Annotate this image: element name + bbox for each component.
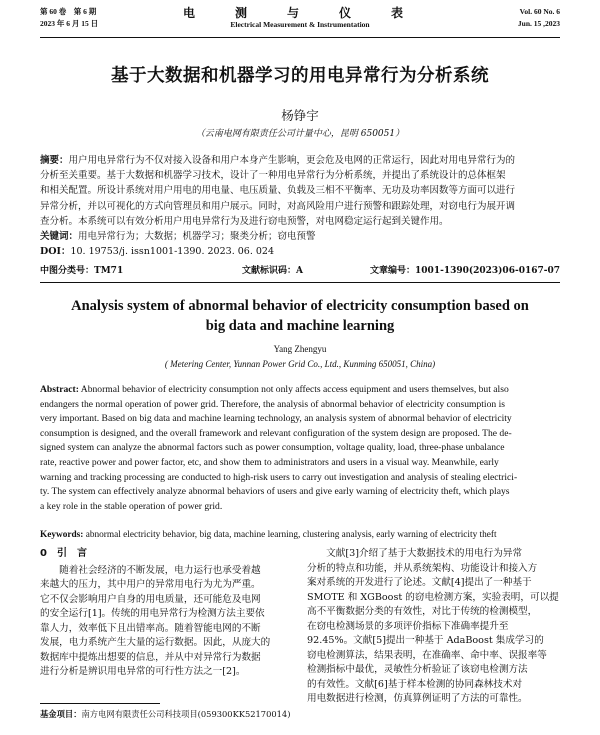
body-line: 92.45%。文献[5]提出一种基于 AdaBoost 集成学习的 xyxy=(307,635,544,646)
body-line: 文献[3]介绍了基于大数据技术的用电行为异常 xyxy=(307,548,523,559)
section-heading-intro: 0 引 言 xyxy=(40,548,87,559)
body-line: 发展，电力系统产生大量的运行数据。因此，从庞大的 xyxy=(40,637,271,648)
abstract-cn-line: 分析至关重要。基于大数据和机器学习技术，设计了一种用电异常行为分析系统，并提出了系统设计的总体框架 xyxy=(40,170,506,182)
paper-title-en: Analysis system of abnormal behavior of electricity consumption based on big data and machine learning xyxy=(71,298,529,334)
body-column-right xyxy=(307,547,562,707)
abstract-en-line: rate, reactive power and power factor, etc, and show them to administrators and users in a visual way. Meanwhile, early xyxy=(40,456,499,468)
keywords-en-label: Keywords: xyxy=(40,530,84,540)
abstract-en-line: signed system can analyze the abnormal factors such as power consumption, voltage quality, load, three-phase unbalance xyxy=(40,442,505,454)
abstract-en-line: warning and tracking processing are conducted to high-risk users to carry out investigation and analysis of stealing electrici- xyxy=(40,471,518,483)
body-line: 靠人力，效率低下且出错率高。随着智能电网的不断 xyxy=(40,622,261,634)
doi-label: DOI： xyxy=(40,246,71,258)
abstract-cn xyxy=(40,153,560,259)
paper-title-cn: 基于大数据和机器学习的用电异常行为分析系统 xyxy=(111,66,489,86)
body-line: 进行分析是辨识用电异常的可行性方法之一[2]。 xyxy=(40,666,246,677)
vol-issue-cn: 第 60 卷 第 6 期 xyxy=(40,7,97,16)
abstract-cn-line: 查分析。本系统可以有效分析用户用电异常行为及进行窃电预警，对电网稳定运行起到关键作用。 xyxy=(40,215,449,227)
body-line: 随着社会经济的不断发展，电力运行也承受着越 xyxy=(40,564,261,576)
journal-name-en: Electrical Measurement & Instrumentation xyxy=(230,20,370,29)
body-line: 案对系统的开发进行了论述。文献[4]提出了一种基于 xyxy=(307,577,532,588)
abstract-en-line: ty. The system can effectively analyze abnormal behaviors of users and give early warning of electricity theft, which plays xyxy=(40,486,510,498)
body-line: 高不平衡数据分类的有效性，对比于传统的检测模型， xyxy=(307,606,538,617)
body-line: 数据库中提炼出想要的信息，并从中对异常行为数据 xyxy=(40,651,261,663)
footnote-divider xyxy=(40,703,160,704)
article-number: 文章编号：1001-1390(2023)06-0167-07 xyxy=(370,266,560,276)
body-line: 它不仅会影响用户自身的用电质量，还可能危及电网 xyxy=(40,593,261,605)
body-line: 分析的特点和功能，并从系统架构、功能设计和接入方 xyxy=(307,562,538,574)
header-center xyxy=(40,6,560,30)
body-line: 的有效性。文献[6]基于样本检测的协同森林技术对 xyxy=(307,678,523,690)
date-en: Jun. 15 ,2023 xyxy=(517,19,560,28)
abstract-en xyxy=(40,383,560,514)
abstract-en-line: a key role in the stable operation of power grid. xyxy=(40,500,223,512)
footnote-label: 基金项目： xyxy=(40,709,82,719)
body-column-left xyxy=(40,547,295,680)
clc-number: 中图分类号：TM71 xyxy=(40,266,124,276)
body-line: 来越大的压力，其中用户的异常用电行为尤为严重。 xyxy=(40,579,261,590)
body-line: SMOTE 和 XGBoost 的窃电检测方案，实验表明，可以提 xyxy=(307,591,559,603)
keywords-cn-label: 关键词： xyxy=(40,231,79,243)
abstract-en-line: consumption is designed, and the overall framework and relevant configuration of the system design are proposed. The de- xyxy=(40,427,512,439)
date-cn: 2023 年 6 月 15 日 xyxy=(40,19,99,28)
abstract-en-line: endangers the normal operation of power grid. Therefore, the analysis of abnormal behavior of electricity consumption is xyxy=(40,398,505,410)
abstract-cn-line: 异常分析，并以可视化的方式向管理员和用户展示。同时，对高风险用户进行预警和跟踪处理，对窃电行为展开调 xyxy=(40,200,516,212)
abstract-cn-line: 和相关配置。所设计系统对用户用电的用电量、电压质量、负载及三相不平衡率、无功及功率因数等方面可以进行 xyxy=(40,185,516,197)
body-line: 检测指标中最优，灵敏性分析验证了该窃电检测方法 xyxy=(307,664,528,675)
author-en: Yang Zhengyu xyxy=(273,344,327,354)
keywords-en: Keywords: abnormal electricity behavior, big data, machine learning, clustering analysis, early warning of electricity theft xyxy=(40,530,497,540)
affiliation-en: ( Metering Center, Yunnan Power Grid Co., Ltd., Kunming 650051, China) xyxy=(164,359,436,369)
body-line: 在窃电检测场景的多项评价指标下准确率提升至 xyxy=(307,620,509,632)
affiliation-cn: （云南电网有限责任公司计量中心，昆明 650051） xyxy=(195,129,405,139)
running-header xyxy=(40,6,560,36)
header-divider xyxy=(40,37,560,38)
header-right xyxy=(518,6,560,30)
doi-link[interactable]: 10. 19753/j. issn1001-1390. 2023. 06. 024 xyxy=(70,246,274,258)
document-code: 文献标识码：A xyxy=(242,266,303,276)
body-line: 用电数据进行检测，仿真算例证明了方法的可靠性。 xyxy=(307,693,528,704)
abstract-cn-label: 摘要： xyxy=(40,155,69,166)
body-line: 窃电检测算法，结果表明，在准确率、命中率、误报率等 xyxy=(307,649,547,661)
journal-name-cn: 电 测 与 仪 表 xyxy=(182,6,417,20)
author-cn: 杨铮宇 xyxy=(281,108,319,123)
abstract-en-line: very important. Based on big data and machine learning technology, an analysis system of abnormal behavior of electricity xyxy=(40,413,512,425)
keywords-cn: 关键词：用电异常行为；大数据；机器学习；聚类分析；窃电预警 xyxy=(40,231,316,243)
funding-footnote: 基金项目：南方电网有限责任公司科技项目(059300KK52170014) xyxy=(40,709,291,719)
abstract-en-label: Abstract: xyxy=(40,384,79,395)
meta-divider xyxy=(40,282,560,283)
vol-issue-en: Vol. 60 No. 6 xyxy=(519,7,560,16)
body-line: 的安全运行[1]。传统的用电异常行为检测方法主要依 xyxy=(40,608,265,619)
abstract-en-line: Abstract: Abnormal behavior of electricity consumption not only affects access equipment and users themselves, but also xyxy=(40,384,509,395)
abstract-cn-line: 摘要：用户用电异常行为不仅对接入设备和用户本身产生影响，更会危及电网的正常运行，因此对用电异常行为的 xyxy=(40,155,516,166)
doi xyxy=(40,244,560,259)
